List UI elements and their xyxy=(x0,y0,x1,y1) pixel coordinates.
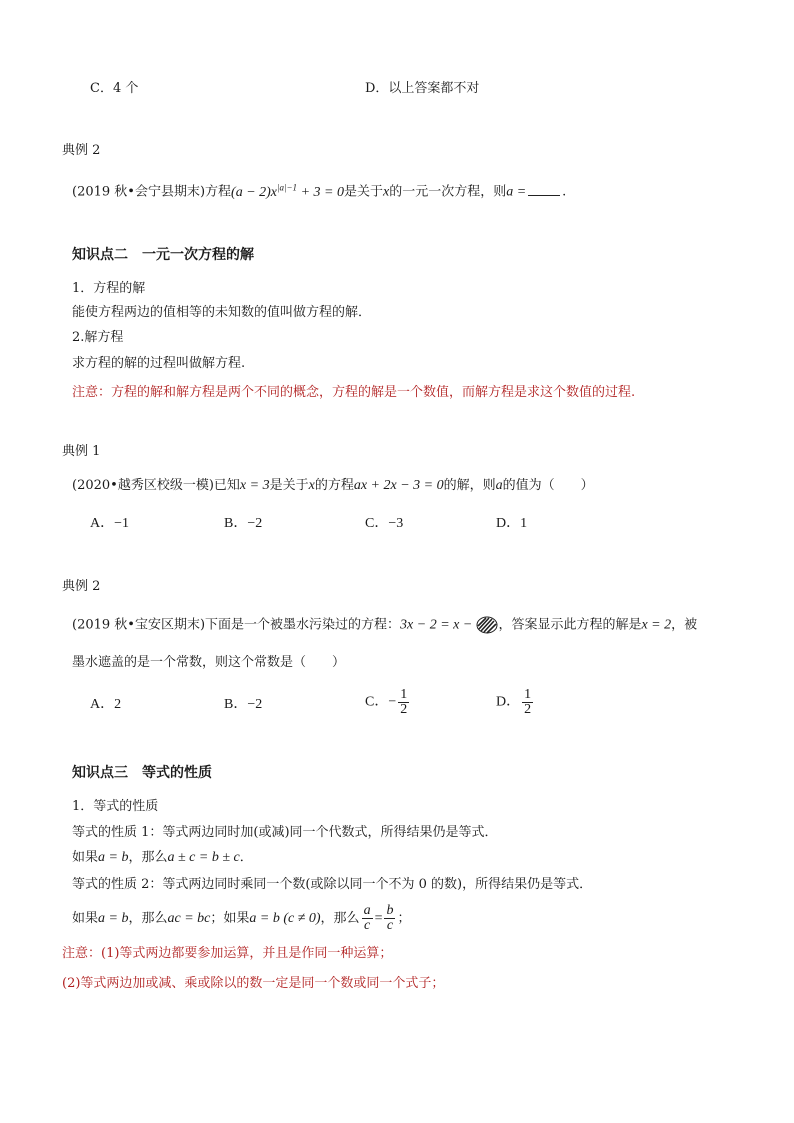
note: 注意：方程的解和解方程是两个不同的概念，方程的解是一个数值，而解方程是求这个数值的过程. xyxy=(72,385,636,400)
section-heading: 知识点三 等式的性质 xyxy=(72,765,212,781)
property-2: 等式的性质 2：等式两边同时乘同一个数(或除以同一个不为 0 的数)，所得结果仍是等式． xyxy=(72,877,593,892)
answer-blank xyxy=(528,183,560,196)
item-title: 1．方程的解 xyxy=(72,281,146,296)
ink-blot-icon xyxy=(476,616,498,634)
example-title: 典例 1 xyxy=(62,444,101,459)
property-1: 等式的性质 1：等式两边同时加(或减)同一个代数式，所得结果仍是等式． xyxy=(72,825,498,840)
question-source: (2019 秋•会宁县期末)方程 xyxy=(72,184,232,200)
item-title: 1．等式的性质 xyxy=(72,799,159,814)
option-d: D．以上答案都不对 xyxy=(365,81,480,96)
property-1-example: 如果a = b，那么a ± c = b ± c． xyxy=(72,850,253,865)
section-heading: 知识点二 一元一次方程的解 xyxy=(72,247,254,263)
example-question-line1: (2019 秋•宝安区期末)下面是一个被墨水污染过的方程：3x − 2 = x − ，答案显示此方程的解是x = 2，被 xyxy=(72,617,698,633)
choice-b[interactable]: B．−2 xyxy=(224,697,263,712)
fraction: $\frac{b}{c}$ xyxy=(386,903,394,933)
choice-a[interactable]: A．2 xyxy=(90,697,122,712)
choice-d[interactable]: D．1 xyxy=(496,516,528,531)
note: (2)等式两边加或减、乘或除以的数一定是同一个数或同一个式子； xyxy=(62,976,445,991)
fraction: $\frac{1}{2}$ xyxy=(524,687,532,717)
example-question: (2019 秋•会宁县期末)方程$(a - 2)x^{|a|-1} + 3 = 0$是关于x的一元一次方程，则a = . xyxy=(72,182,567,200)
item-title: 2.解方程 xyxy=(72,330,124,345)
choice-d[interactable]: D． $\frac{1}{2}$ xyxy=(496,687,532,717)
equation: $(a - 2)x^{|a|-1} + 3 = 0$ xyxy=(231,182,344,200)
choice-c[interactable]: C．− $\frac{1}{2}$ xyxy=(365,687,408,717)
item-text: 能使方程两边的值相等的未知数的值叫做方程的解． xyxy=(72,305,372,320)
property-2-example: 如果a = b，那么ac = bc；如果a = b (c ≠ 0)，那么 $\frac{a}{c}$ = $\frac{b}{c}$ ； xyxy=(72,903,411,933)
choice-c[interactable]: C．−3 xyxy=(365,516,404,531)
choice-a[interactable]: A．−1 xyxy=(90,516,130,531)
option-c: C．4 个 xyxy=(90,81,139,96)
example-title: 典例 2 xyxy=(62,579,101,594)
example-question-line2: 墨水遮盖的是一个常数，则这个常数是（ ） xyxy=(72,655,346,670)
item-text: 求方程的解的过程叫做解方程. xyxy=(72,356,246,371)
note: 注意：(1)等式两边都要参加运算，并且是作同一种运算； xyxy=(62,946,393,961)
fraction: $\frac{a}{c}$ xyxy=(363,903,371,933)
example-title: 典例 2 xyxy=(62,143,101,158)
choice-b[interactable]: B．−2 xyxy=(224,516,263,531)
example-question: (2020•越秀区校级一模)已知x = 3是关于x的方程ax + 2x − 3 = 0的解，则a的值为（ ） xyxy=(72,478,594,493)
fraction: $\frac{1}{2}$ xyxy=(400,687,408,717)
